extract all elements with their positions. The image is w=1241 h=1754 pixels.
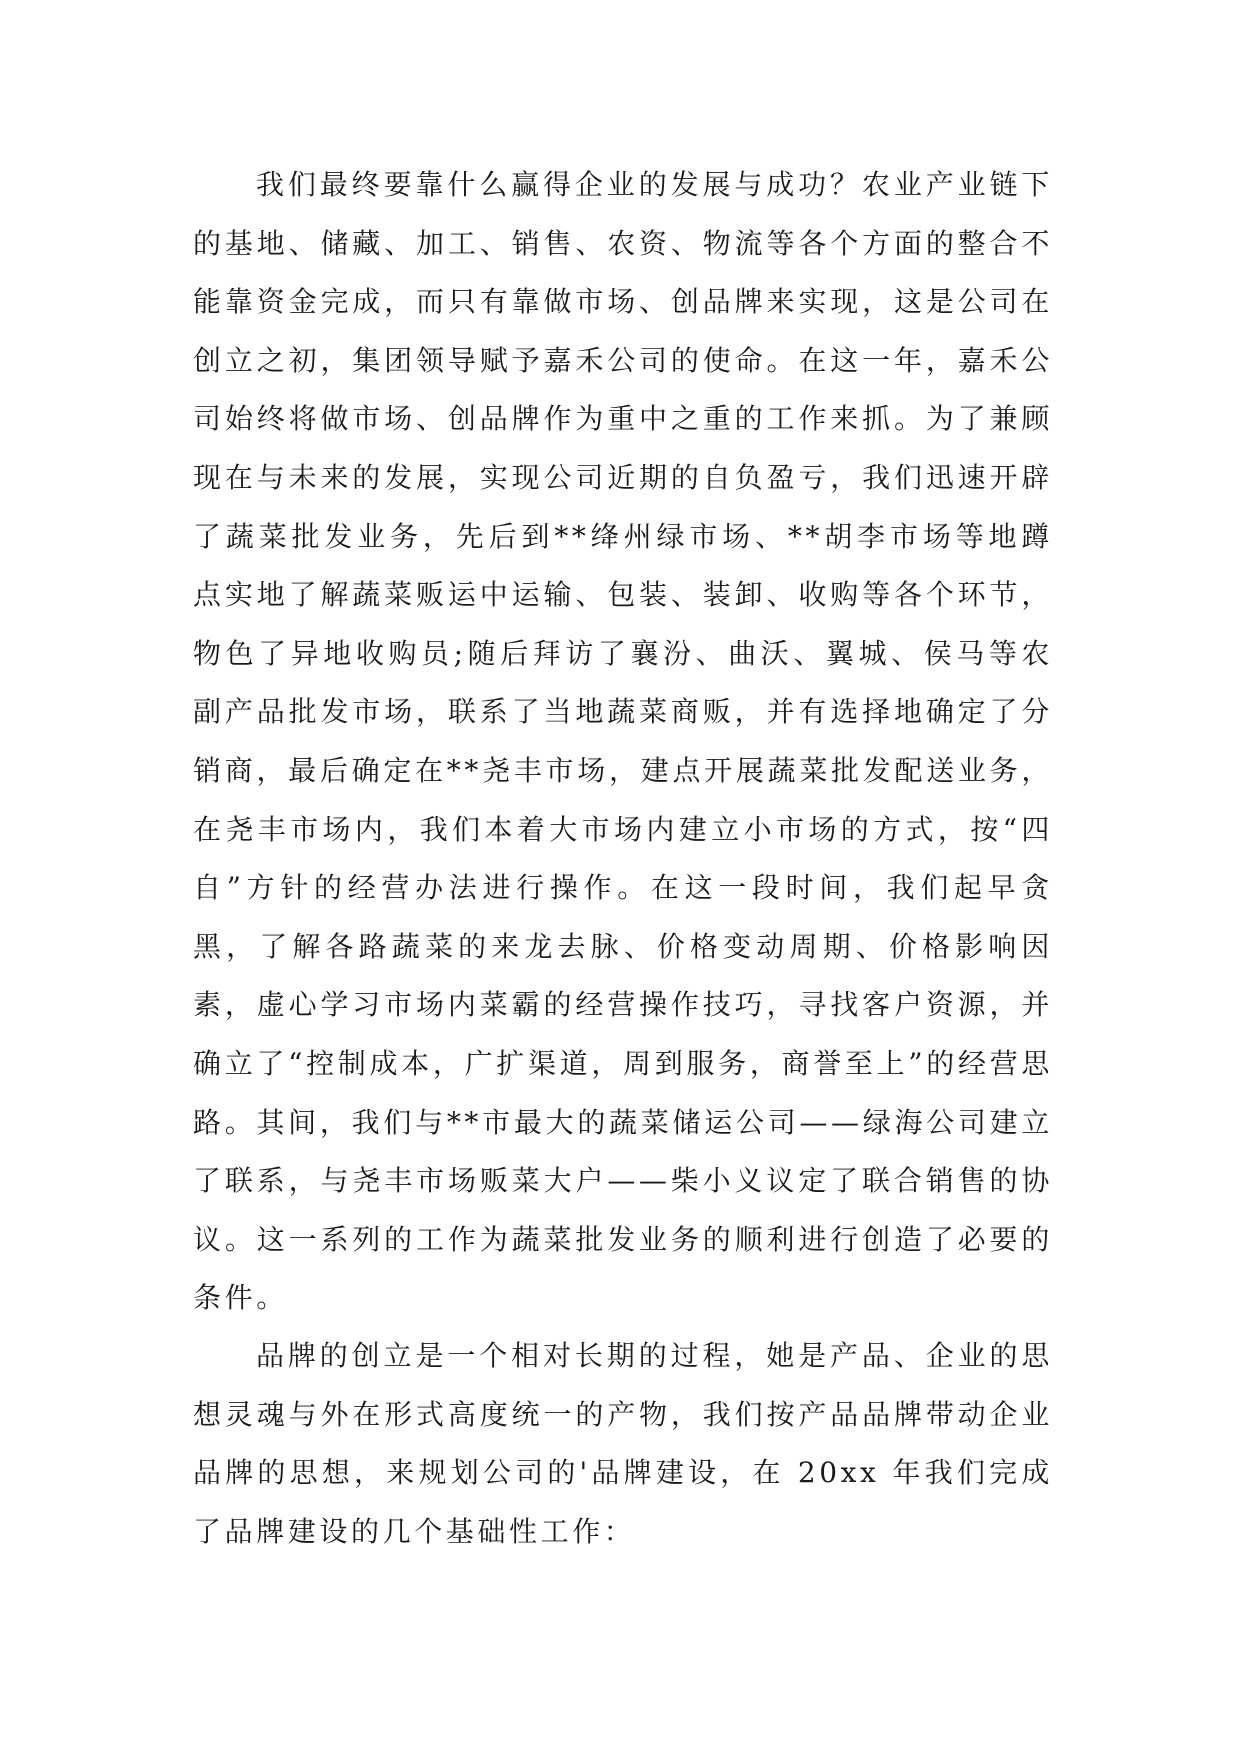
body-paragraph: 我们最终要靠什么赢得企业的发展与成功？农业产业链下的基地、储藏、加工、销售、农资、物流等各个方面的整合不能靠资金完成，而只有靠做市场、创品牌来实现，这是公司在创立之初，集团领导赋予嘉禾公司的使命。在这一年，嘉禾公司始终将做市场、创品牌作为重中之重的工作来抓。为了兼顾现在与未来的发展，实现公司近期的自负盈亏，我们迅速开辟了蔬菜批发业务，先后到**绛州绿市场、**胡李市场等地蹲点实地了解蔬菜贩运中运输、包装、装卸、收购等各个环节，物色了异地收购员;随后拜访了襄汾、曲沃、翼城、侯马等农副产品批发市场，联系了当地蔬菜商贩，并有选择地确定了分销商，最后确定在**尧丰市场，建点开展蔬菜批发配送业务，在尧丰市场内，我们本着大市场内建立小市场的方式，按“四自”方针的经营办法进行操作。在这一段时间，我们起早贪黑，了解各路蔬菜的来龙去脉、价格变动周期、价格影响因素，虚心学习市场内菜霸的经营操作技巧，寻找客户资源，并确立了“控制成本，广扩渠道，周到服务，商誉至上”的经营思路。其间，我们与**市最大的蔬菜储运公司——绿海公司建立了联系，与尧丰市场贩菜大户——柴小义议定了联合销售的协议。这一系列的工作为蔬菜批发业务的顺利进行创造了必要的条件。: [193, 168, 1053, 1315]
body-paragraph: 品牌的创立是一个相对长期的过程，她是产品、企业的思想灵魂与外在形式高度统一的产物，我们按产品品牌带动企业品牌的思想，来规划公司的'品牌建设，在 20xx 年我们完成了品牌建设的几个基础性工作：: [193, 1339, 1053, 1548]
